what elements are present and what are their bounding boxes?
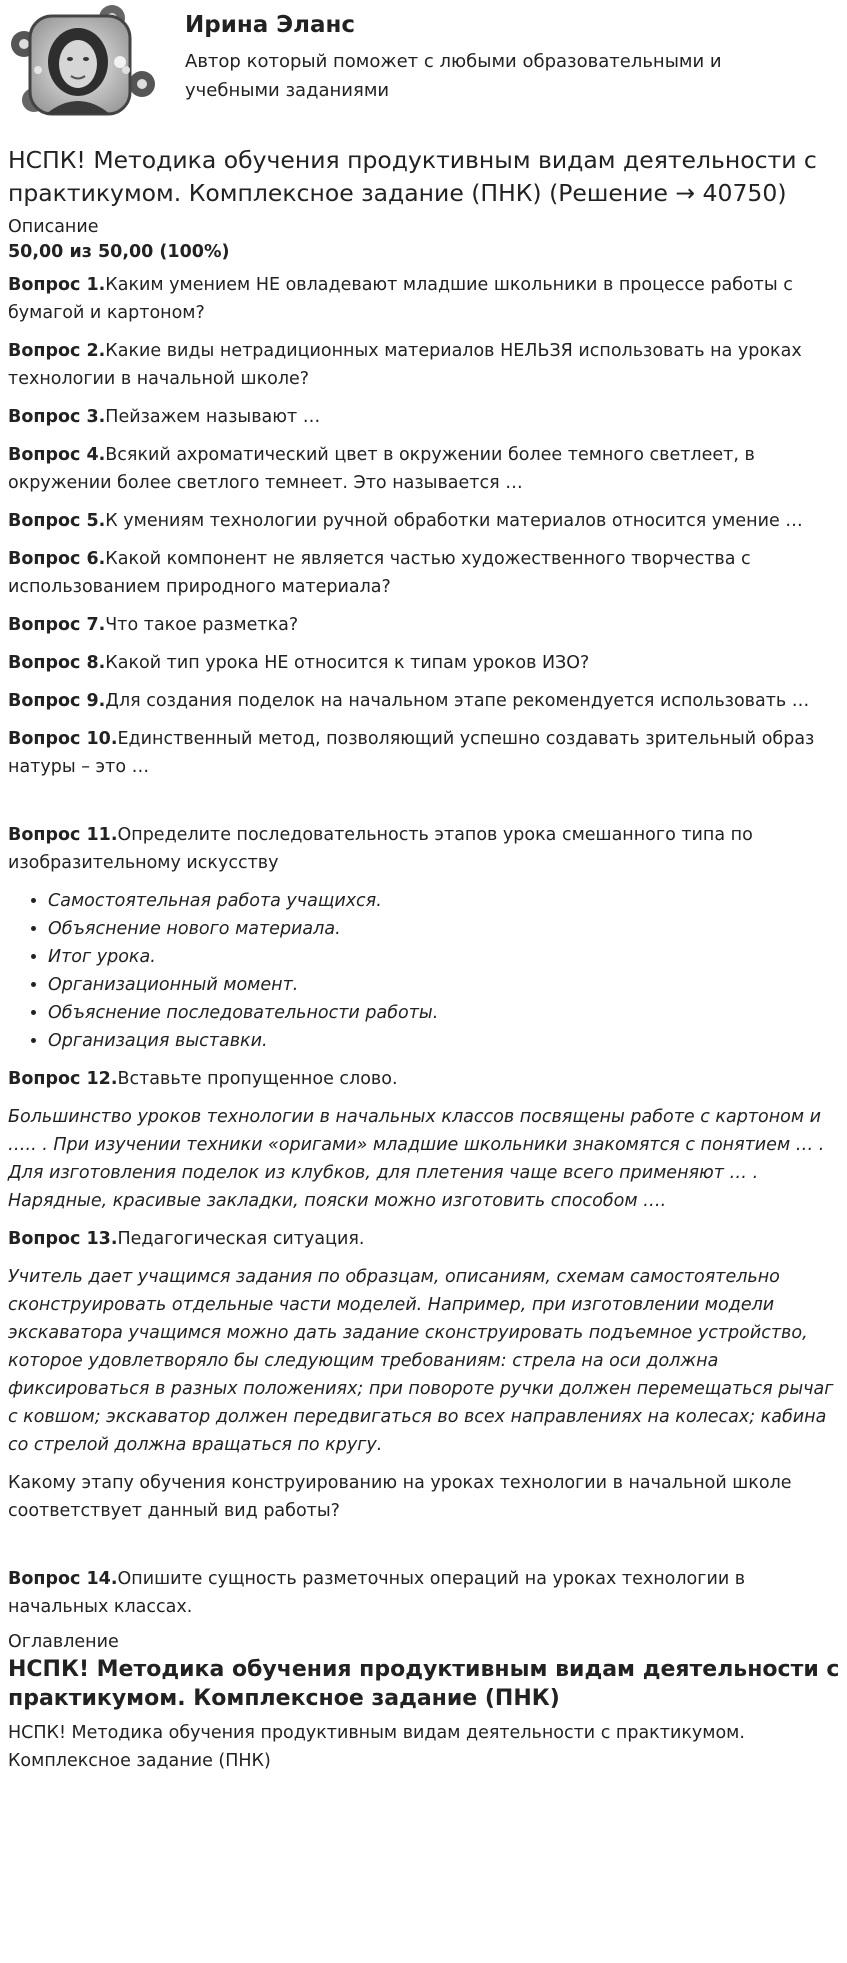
question-text: Определите последовательность этапов урока смешанного типа по изобразительному искусству xyxy=(8,825,753,873)
question-text: Какой тип урока НЕ относится к типам уроков ИЗО? xyxy=(105,653,590,673)
question-label: Вопрос 9. xyxy=(8,691,106,711)
toc-text: НСПК! Методика обучения продуктивным видам деятельности с практикумом. Комплексное задание (ПНК) xyxy=(8,1723,745,1771)
question-7 xyxy=(8,611,838,639)
question-4 xyxy=(8,441,838,497)
author-avatar xyxy=(8,4,158,122)
page-title: НСПК! Методика обучения продуктивным видам деятельности с практикумом. Комплексное задание (ПНК) (Решение → 40750) xyxy=(8,146,817,207)
question-6 xyxy=(8,545,838,601)
question-1 xyxy=(8,271,838,327)
question-2 xyxy=(8,337,838,393)
question-label: Вопрос 8. xyxy=(8,653,106,673)
question-label: Вопрос 12. xyxy=(8,1069,118,1089)
q13-paragraph: Учитель дает учащимся задания по образцам, описаниям, схемам самостоятельно сконструировать отдельные части моделей. Например, при изготовлении модели экскаватора учащимся можно дать задание сконструировать подъемное устройство, которое удовлетворяло бы следующим требованиям: стрела на оси должна фиксироваться в разных положениях; при повороте ручки должен перемещаться рычаг с ковшом; экскаватор должен передвигаться во всех направлениях на колесах; кабина со стрелой должна вращаться по кругу. xyxy=(8,1267,834,1455)
question-label: Вопрос 4. xyxy=(8,445,106,465)
spacer xyxy=(8,791,847,821)
question-label: Вопрос 5. xyxy=(8,511,106,531)
question-label: Вопрос 7. xyxy=(8,615,106,635)
question-label: Вопрос 11. xyxy=(8,825,118,845)
author-name[interactable]: Ирина Эланс xyxy=(185,12,356,38)
author-card xyxy=(8,0,847,130)
list-item: • Организация выставки. xyxy=(48,1027,847,1055)
question-text: Каким умением НЕ овладевают младшие школьники в процессе работы с бумагой и картоном? xyxy=(8,275,793,323)
q13-question: Какому этапу обучения конструированию на уроках технологии в начальной школе соответствует данный вид работы? xyxy=(8,1473,792,1521)
score-text: 50,00 из 50,00 (100%) xyxy=(8,242,230,262)
question-text: Какие виды нетрадиционных материалов НЕЛЬЗЯ использовать на уроках технологии в начальной школе? xyxy=(8,341,802,389)
question-text: Всякий ахроматический цвет в окружении более темного светлеет, в окружении более светлого темнеет. Это называется … xyxy=(8,445,755,493)
q11-options-list xyxy=(8,887,847,1055)
list-item: • Объяснение последовательности работы. xyxy=(48,999,847,1027)
question-11 xyxy=(8,821,838,877)
toc-heading[interactable]: НСПК! Методика обучения продуктивным видам деятельности с практикумом. Комплексное задание (ПНК) xyxy=(8,1657,840,1711)
question-label: Вопрос 6. xyxy=(8,549,106,569)
list-item: • Итог урока. xyxy=(48,943,847,971)
question-10 xyxy=(8,725,838,781)
question-12 xyxy=(8,1065,838,1093)
list-item: • Организационный момент. xyxy=(48,971,847,999)
list-item: • Самостоятельная работа учащихся. xyxy=(48,887,847,915)
question-text: Вставьте пропущенное слово. xyxy=(117,1069,398,1089)
question-text: Педагогическая ситуация. xyxy=(117,1229,365,1249)
question-text: Какой компонент не является частью художественного творчества с использованием природного материала? xyxy=(8,549,751,597)
question-text: К умениям технологии ручной обработки материалов относится умение … xyxy=(105,511,803,531)
question-9 xyxy=(8,687,838,715)
author-description: Автор который поможет с любыми образовательными и учебными заданиями xyxy=(185,51,722,101)
question-text: Единственный метод, позволяющий успешно создавать зрительный образ натуры – это … xyxy=(8,729,815,777)
question-text: Пейзажем называют … xyxy=(105,407,321,427)
question-5 xyxy=(8,507,838,535)
question-label: Вопрос 2. xyxy=(8,341,106,361)
question-label: Вопрос 13. xyxy=(8,1229,118,1249)
toc-label: Оглавление xyxy=(8,1632,119,1652)
question-label: Вопрос 1. xyxy=(8,275,106,295)
question-text: Что такое разметка? xyxy=(105,615,299,635)
question-8 xyxy=(8,649,838,677)
q12-paragraph: Большинство уроков технологии в начальных классов посвящены работе с картоном и ….. . При изучении техники «оригами» младшие школьники знакомятся с понятием … . Для изготовления поделок из клубков, для плетения чаще всего применяют … . Нарядные, красивые закладки, пояски можно изготовить способом …. xyxy=(8,1107,825,1211)
question-label: Вопрос 10. xyxy=(8,729,118,749)
question-13 xyxy=(8,1225,838,1253)
question-3 xyxy=(8,403,838,431)
list-item: • Объяснение нового материала. xyxy=(48,915,847,943)
question-label: Вопрос 3. xyxy=(8,407,106,427)
description-label: Описание xyxy=(8,217,99,237)
question-text: Для создания поделок на начальном этапе рекомендуется использовать … xyxy=(105,691,810,711)
spacer xyxy=(8,1535,847,1565)
question-14 xyxy=(8,1565,838,1621)
question-text: Опишите сущность разметочных операций на уроках технологии в начальных классах. xyxy=(8,1569,746,1617)
question-label: Вопрос 14. xyxy=(8,1569,118,1589)
